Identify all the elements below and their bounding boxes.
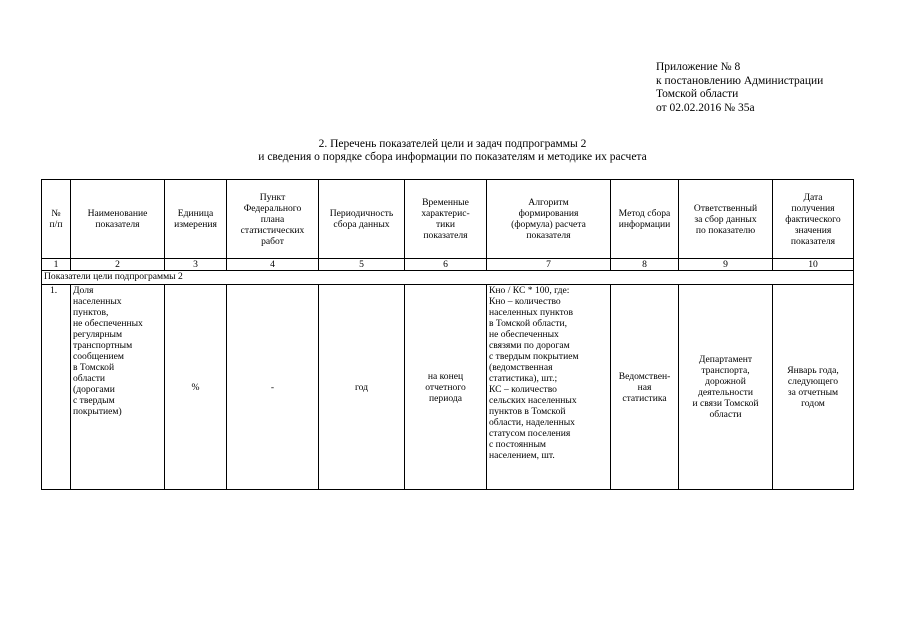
heading-line-2: и сведения о порядке сбора информации по показателям и методике их расчета: [258, 151, 647, 164]
indicator-periodicity: год: [319, 285, 405, 490]
appendix-block: [656, 61, 823, 115]
indicator-date: Январь года, следующего за отчетным годом: [773, 285, 854, 490]
indicator-unit: %: [165, 285, 227, 490]
header-cell-time-characteristics: Временные характерис- тики показателя: [405, 180, 487, 259]
column-number-cell: 8: [611, 259, 679, 271]
column-number-cell: 6: [405, 259, 487, 271]
column-number-cell: 4: [227, 259, 319, 271]
indicators-table: [41, 179, 854, 490]
document-heading: [0, 138, 905, 164]
column-number-cell: 7: [487, 259, 611, 271]
appendix-line-4: от 02.02.2016 № 35а: [656, 101, 755, 114]
table-row: [42, 285, 854, 490]
header-cell-method: Метод сбора информации: [611, 180, 679, 259]
header-cell-number: № п/п: [42, 180, 71, 259]
column-number-cell: 2: [71, 259, 165, 271]
header-cell-unit: Единица измерения: [165, 180, 227, 259]
header-cell-periodicity: Периодичность сбора данных: [319, 180, 405, 259]
indicator-time-characteristics: на конец отчетного периода: [405, 285, 487, 490]
column-number-cell: 9: [679, 259, 773, 271]
appendix-line-1: Приложение № 8: [656, 61, 741, 73]
indicator-method: Ведомствен- ная статистика: [611, 285, 679, 490]
appendix-line-2: к постановлению Администрации: [656, 74, 824, 87]
section-title: Показатели цели подпрограммы 2: [42, 271, 854, 285]
header-cell-plan-item: Пункт Федерального плана статистических работ: [227, 180, 319, 259]
indicator-name: Доля населенных пунктов, не обеспеченных регулярным транспортным сообщением в Томской области (дорогами с твердым покрытием): [71, 285, 165, 490]
row-number: 1.: [42, 285, 71, 490]
header-cell-date: Дата получения фактического значения показателя: [773, 180, 854, 259]
section-row: [42, 271, 854, 285]
header-cell-responsible: Ответственный за сбор данных по показателю: [679, 180, 773, 259]
column-number-cell: 10: [773, 259, 854, 271]
heading-line-1: 2. Перечень показателей цели и задач подпрограммы 2: [318, 138, 587, 150]
indicator-responsible: Департамент транспорта, дорожной деятельности и связи Томской области: [679, 285, 773, 490]
column-number-cell: 1: [42, 259, 71, 271]
column-number-cell: 3: [165, 259, 227, 271]
indicator-plan-item: -: [227, 285, 319, 490]
appendix-line-3: Томской области: [656, 88, 739, 101]
table-header-row: [42, 180, 854, 259]
header-cell-algorithm: Алгоритм формирования (формула) расчета показателя: [487, 180, 611, 259]
column-number-row: [42, 259, 854, 271]
column-number-cell: 5: [319, 259, 405, 271]
header-cell-name: Наименование показателя: [71, 180, 165, 259]
indicator-algorithm: Кно / КС * 100, где: Кно – количество населенных пунктов в Томской области, не обеспеченных связями по дорогам с твердым покрытием (ведомственная статистика), шт.; КС – количество сельских населенных пунктов в Томской области, наделенных статусом поселения с постоянным населением, шт.: [487, 285, 611, 490]
